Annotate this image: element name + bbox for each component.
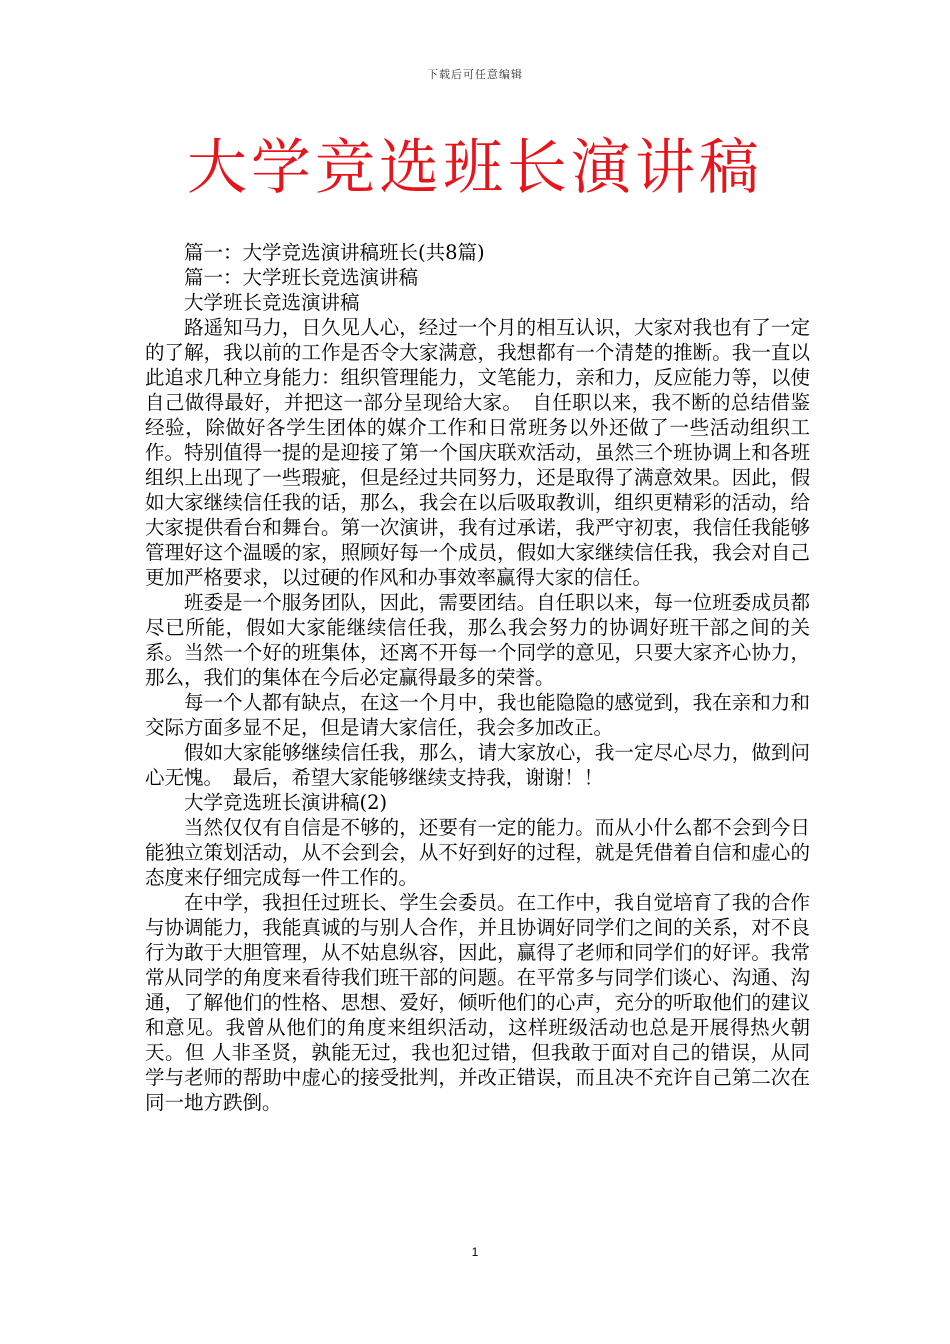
paragraph: 假如大家能够继续信任我，那么，请大家放心，我一定尽心尽力，做到问心无愧。 最后，希望大家能够继续支持我，谢谢！！	[145, 741, 810, 789]
paragraph: 在中学，我担任过班长、学生会委员。在工作中，我自觉培育了我的合作与协调能力，我能真诚的与别人合作，并且协调好同学们之间的关系，对不良 行为敢于大胆管理，从不姑息纵容，因此，赢得了老师和同学们的好评。我常常从同学的角度来看待我们班干部的问题。在平常多与同学们谈心、沟通、沟通，了解他们的性格、思想、爱好，倾听他们的心声，充分的听取他们的建议和意见。我曾从他们的角度来组织活动，这样班级活动也总是开展得热火朝天。但 人非圣贤，孰能无过，我也犯过错，但我敢于面对自己的错误，从同学与老师的帮助中虚心的接受批判，并改正错误，而且决不充许自己第二次在同一地方跌倒。	[145, 891, 810, 1114]
page-number: 1	[471, 1245, 479, 1259]
paragraph: 每一个人都有缺点，在这一个月中，我也能隐隐的感觉到，我在亲和力和交际方面多显不足，但是请大家信任，我会多加改正。	[145, 691, 810, 739]
paragraph: 篇一：大学班长竞选演讲稿	[184, 266, 419, 289]
paragraph: 大学班长竞选演讲稿	[184, 291, 360, 314]
paragraph: 篇一：大学竞选演讲稿班长(共8篇)	[184, 241, 485, 264]
document-title: 大学竞选班长演讲稿	[187, 133, 763, 203]
document-body	[145, 240, 810, 1115]
paragraph: 班委是一个服务团队，因此，需要团结。自任职以来，每一位班委成员都尽已所能，假如大家能继续信任我，那么我会努力的协调好班干部之间的关系。当然一个好的班集体，还离不开每一个同学的意见，只要大家齐心协力，那么，我们的集体在今后必定赢得最多的荣誉。	[145, 591, 810, 689]
paragraph: 路遥知马力，日久见人心，经过一个月的相互认识，大家对我也有了一定的了解，我以前的工作是否令大家满意，我想都有一个清楚的推断。我一直以此追求几种立身能力：组织管理能力，文笔能力，亲和力，反应能力等，以使自己做得最好，并把这一部分呈现给大家。 自任职以来，我不断的总结借鉴经验，除做好各学生团体的媒介工作和日常班务以外还做了一些活动组织工作。特别值得一提的是迎接了第一个国庆联欢活动，虽然三个班协调上和各班组织上出现了一些瑕疵，但是经过共同努力，还是取得了满意效果。因此，假如大家继续信任我的话，那么，我会在以后吸取教训，组织更精彩的活动，给大家提供看台和舞台。第一次演讲，我有过承诺，我严守初衷，我信任我能够管理好这个温暖的家，照顾好每一个成员，假如大家继续信任我，我会对自己更加严格要求，以过硬的作风和办事效率赢得大家的信任。	[145, 316, 810, 589]
paragraph: 当然仅仅有自信是不够的，还要有一定的能力。而从小什么都不会到今日能独立策划活动，从不会到会，从不好到好的过程，就是凭借着自信和虚心的态度来仔细完成每一件工作的。	[145, 816, 810, 889]
paragraph: 大学竞选班长演讲稿(2)	[184, 791, 388, 814]
page-header-note: 下载后可任意编辑	[427, 68, 523, 81]
